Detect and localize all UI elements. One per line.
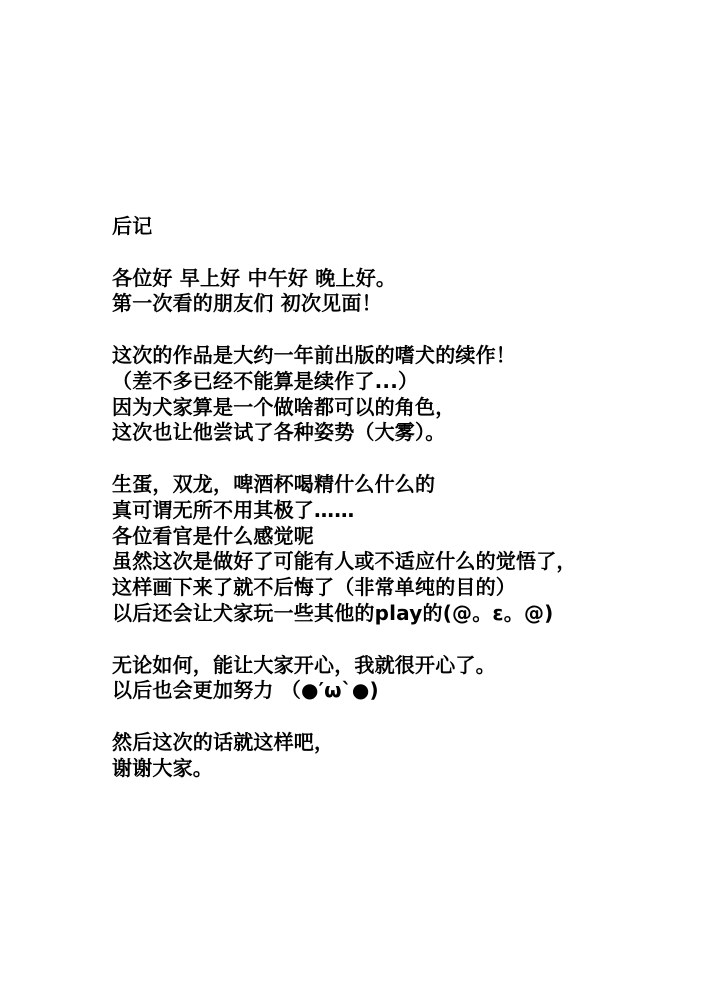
text-line: 虽然这次是做好了可能有人或不适应什么的觉悟了， <box>112 549 577 574</box>
text-line: （差不多已经不能算是续作了...） <box>112 368 419 393</box>
paragraph-gap <box>112 704 702 730</box>
text-line: 各位看官是什么感觉呢 <box>112 523 314 548</box>
text-line: 生蛋，双龙，啤酒杯喝精什么什么的 <box>112 471 436 496</box>
afterword-text <box>112 214 702 782</box>
afterword-title: 后记 <box>112 214 153 238</box>
greeting-line: 第一次看的朋友们 初次见面！ <box>112 291 382 316</box>
paragraph-gap <box>112 317 702 343</box>
text-line: 这次也让他尝试了各种姿势（大雾）。 <box>112 420 446 445</box>
paragraph-gap <box>112 240 702 266</box>
text-line: 这样画下来了就不后悔了（非常单纯的目的） <box>112 575 516 600</box>
greeting-line: 各位好 早上好 中午好 晚上好。 <box>112 265 397 290</box>
text-line: 因为犬家算是一个做啥都可以的角色， <box>112 394 456 419</box>
text-line: 以后也会更加努力 （●′ω`●) <box>112 678 379 703</box>
paragraph-gap <box>112 446 702 472</box>
text-line: 真可谓无所不用其极了…… <box>112 497 355 522</box>
paragraph-gap <box>112 627 702 653</box>
text-line: 以后还会让犬家玩一些其他的play的(@。ε。@) <box>112 600 554 625</box>
text-line: 无论如何，能让大家开心，我就很开心了。 <box>112 652 496 677</box>
closing-line: 谢谢大家。 <box>112 755 213 780</box>
text-line: 这次的作品是大约一年前出版的嗜犬的续作！ <box>112 342 516 367</box>
closing-line: 然后这次的话就这样吧， <box>112 729 335 754</box>
